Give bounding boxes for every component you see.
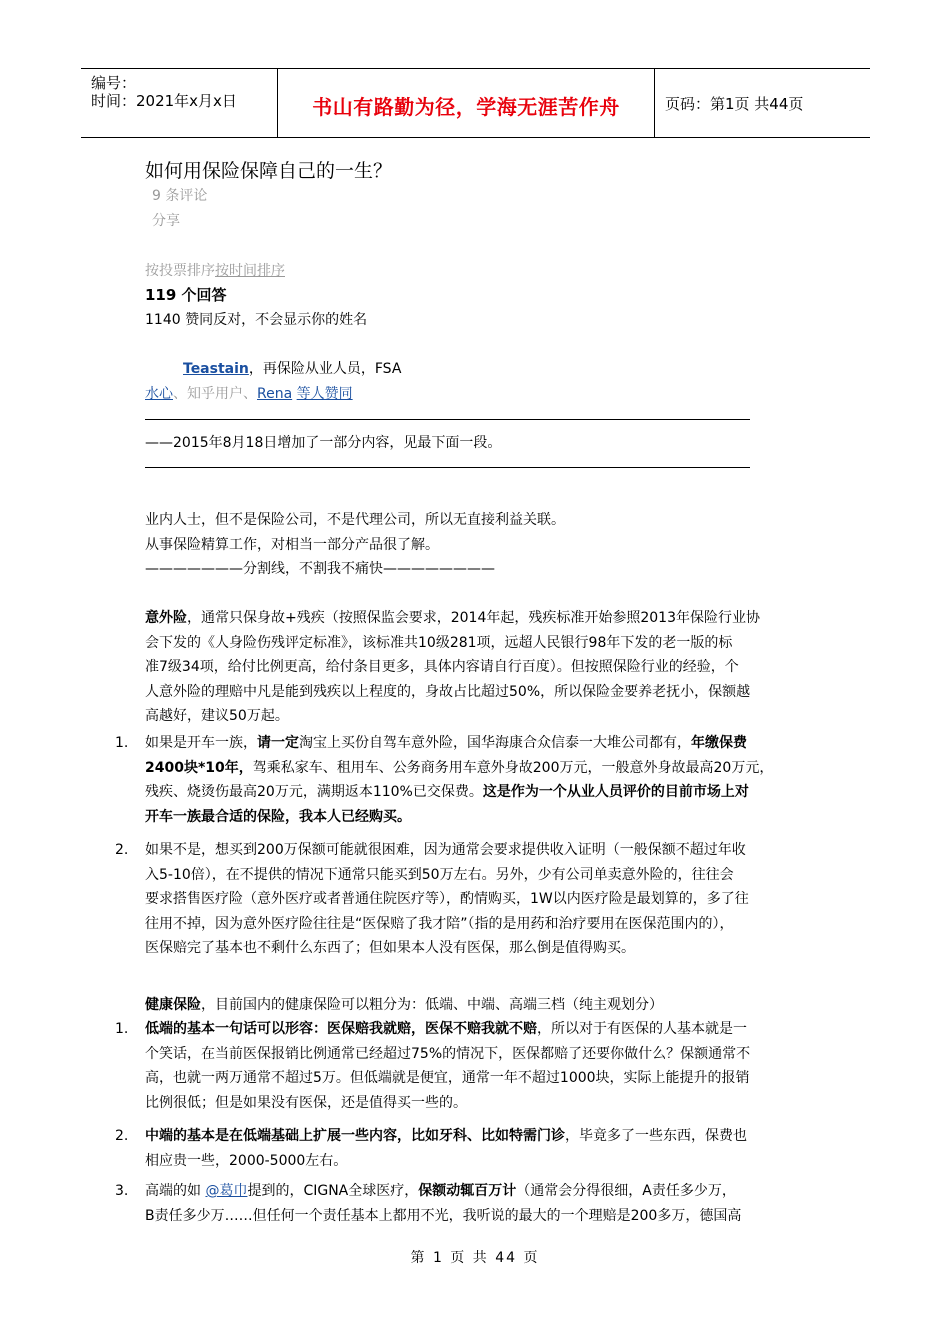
item-text: 高，也就一两万通常不超过5万。但低端就是便宜，通常一年不超过1000块，实际上能提升的报销 xyxy=(145,1070,750,1086)
health-paragraph xyxy=(145,993,663,1018)
accident-text-1: ，通常只保身故+残疾（按照保监会要求，2014年起，残疾标准开始参照2013年保险行业协 xyxy=(187,610,760,626)
vote-note: 1140 赞同反对，不会显示你的姓名 xyxy=(145,312,368,328)
voter-separator: 、知乎用户、 xyxy=(173,386,257,402)
item-bold: 保额动辄百万计 xyxy=(418,1183,517,1199)
share-link[interactable]: 分享 xyxy=(152,213,180,229)
list-number: 1. xyxy=(115,735,129,751)
item-text: ，毕竟多了一些东西，保费也 xyxy=(565,1128,747,1144)
mention-link[interactable]: @葛巾 xyxy=(205,1183,248,1199)
item-bold: 中端的基本是在低端基础上扩展一些内容，比如牙科、比如特需门诊 xyxy=(145,1128,565,1144)
date-label: 时间：2021年x月x日 xyxy=(91,92,237,110)
voters-line xyxy=(145,384,353,404)
voter-link-1[interactable]: 水心 xyxy=(145,386,173,402)
item-text: B责任多少万……但任何一个责任基本上都用不光，我听说的最大的一个理赔是200多万，德国高 xyxy=(145,1207,742,1224)
intro-line-2: 从事保险精算工作，对相当一部分产品很了解。 xyxy=(145,537,439,553)
header-page-cell xyxy=(655,69,870,137)
voter-link-2[interactable]: Rena xyxy=(257,386,293,402)
item-bold: 年缴保费 xyxy=(691,735,747,751)
item-text: （通常会分得很细，A责任多少万， xyxy=(516,1183,736,1199)
item-text: 要求搭售医疗险（意外医疗或者普通住院医疗等），酌情购买，1W以内医疗险是最划算的，多了往 xyxy=(145,891,749,907)
item-text: 比例很低；但是如果没有医保，还是值得买一些的。 xyxy=(145,1094,467,1111)
item-text: 如果不是，想买到200万保额可能就很困难，因为通常会要求提供收入证明（一般保额不超过年收 xyxy=(145,842,746,858)
item-text: 如果是开车一族， xyxy=(145,735,257,751)
page-header xyxy=(81,68,870,138)
list-number: 3. xyxy=(115,1183,129,1199)
list-number: 2. xyxy=(115,1128,129,1144)
page-info: 页码：第1页 共44页 xyxy=(665,95,804,113)
comments-link[interactable]: 9 条评论 xyxy=(152,188,208,204)
item-text: 往用不掉，因为意外医疗险往往是“医保赔了我才陪”（指的是用药和治疗要用在医保范围内的）， xyxy=(145,915,734,932)
list-number: 2. xyxy=(115,842,129,858)
list-number: 1. xyxy=(115,1021,129,1037)
item-bold: 开车一族最合适的保险，我本人已经购买。 xyxy=(145,808,411,825)
voters-more-link[interactable]: 等人赞同 xyxy=(296,386,353,402)
motto-text: 书山有路勤为径，学海无涯苦作舟 xyxy=(312,95,620,119)
item-bold: 低端的基本一句话可以形容：医保赔我就赔，医保不赔我就不赔 xyxy=(145,1021,537,1037)
accident-text-3: 准7级34项，给付比例更高，给付条目更多，具体内容请自行百度）。但按照保险行业的经验，个 xyxy=(145,659,739,675)
accident-heading: 意外险 xyxy=(145,610,187,626)
health-heading: 健康保险 xyxy=(145,997,201,1013)
item-text: 医保赔完了基本也不剩什么东西了；但如果本人没有医保，那么倒是值得购买。 xyxy=(145,940,635,956)
item-text: 残疾、烧烫伤最高20万元，满期返本110%已交保费。 xyxy=(145,784,483,800)
divider-text: ———————分割线，不割我不痛快———————— xyxy=(145,561,495,577)
health-item-2 xyxy=(145,1124,747,1173)
divider-rule-2 xyxy=(145,467,750,468)
author-line xyxy=(183,359,401,379)
accident-text-5: 高越好，建议50万起。 xyxy=(145,708,289,724)
divider-rule-1 xyxy=(145,419,750,420)
item-bold: 2400块*10年， xyxy=(145,759,253,776)
intro-line-1: 业内人士，但不是保险公司，不是代理公司，所以无直接利益关联。 xyxy=(145,512,565,528)
code-label: 编号： xyxy=(91,74,137,92)
author-desc: ，再保险从业人员，FSA xyxy=(248,361,402,377)
item-text: 相应贵一些，2000-5000左右。 xyxy=(145,1152,348,1169)
update-note: ——2015年8月18日增加了一部分内容，见最下面一段。 xyxy=(145,435,502,451)
answer-count: 119 个回答 xyxy=(145,286,227,304)
accident-item-1 xyxy=(145,731,773,829)
article-title: 如何用保险保障自己的一生？ xyxy=(145,160,393,182)
item-text: 入5-10倍），在不提供的情况下通常只能买到50万左右。另外，少有公司单卖意外险的，往往会 xyxy=(145,866,734,883)
sort-options xyxy=(145,261,285,281)
health-item-1 xyxy=(145,1017,750,1115)
item-bold: 请一定 xyxy=(257,735,299,751)
item-text: 提到的，CIGNA全球医疗， xyxy=(247,1183,419,1199)
author-link[interactable]: Teastain xyxy=(183,361,249,377)
health-item-3 xyxy=(145,1179,741,1228)
item-text: 淘宝上买份自驾车意外险，国华海康合众信泰一大堆公司都有， xyxy=(299,735,691,751)
item-text: 驾乘私家车、租用车、公务商务用车意外身故200万元，一般意外身故最高20万元， xyxy=(252,759,774,776)
accident-text-4: 人意外险的理赔中凡是能到残疾以上程度的，身故占比超过50%，所以保险金要养老抚小，保额越 xyxy=(145,683,751,700)
health-text-1: ，目前国内的健康保险可以粗分为：低端、中端、高端三档（纯主观划分） xyxy=(201,997,663,1013)
item-text: ，所以对于有医保的人基本就是一 xyxy=(537,1021,747,1037)
accident-paragraph xyxy=(145,606,760,729)
sort-by-vote[interactable]: 按投票排序 xyxy=(145,263,215,279)
item-text: 个笑话，在当前医保报销比例通常已经超过75%的情况下，医保都赔了还要你做什么？保额通常不 xyxy=(145,1045,751,1062)
item-bold: 这是作为一个从业人员评价的目前市场上对 xyxy=(482,784,749,800)
sort-by-time[interactable]: 按时间排序 xyxy=(215,263,285,279)
header-motto-cell xyxy=(278,69,655,137)
item-text: 高端的如 xyxy=(145,1183,201,1199)
header-meta-cell xyxy=(81,69,278,137)
accident-item-2 xyxy=(145,838,749,961)
page-footer: 第 1 页 共 44 页 xyxy=(410,1250,540,1266)
accident-text-2: 会下发的《人身险伤残评定标准》，该标准共10级281项，远超人民银行98年下发的老一版的标 xyxy=(145,634,733,651)
